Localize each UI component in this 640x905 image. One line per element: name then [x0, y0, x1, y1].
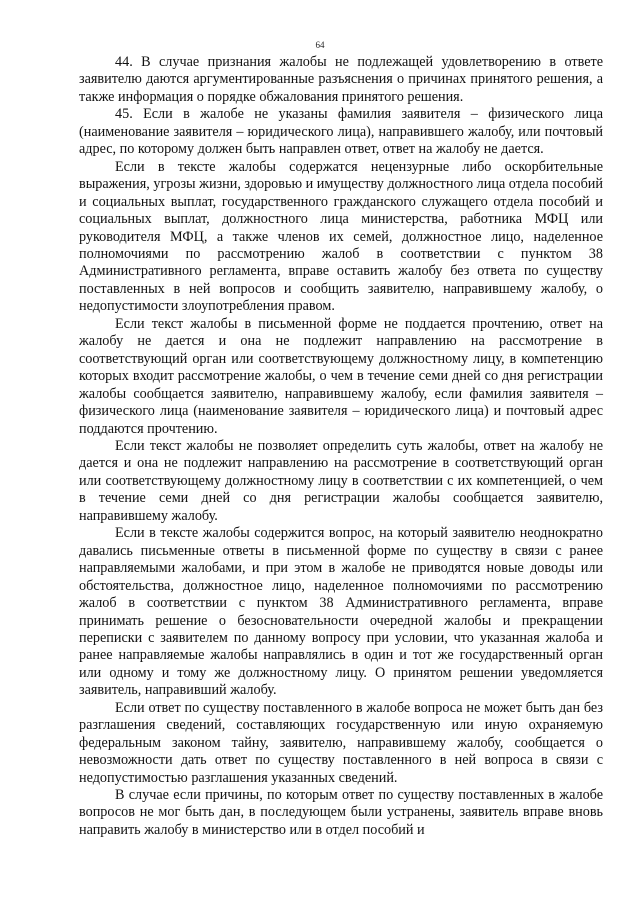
paragraph-45: 45. Если в жалобе не указаны фамилия заявителя – физического лица (наименование заявителя – юридического лица), направившего жалобу, или почтовый адрес, по которому должен быть направлен ответ, ответ на жалобу не дается.	[79, 106, 603, 158]
paragraph-unreadable-text: Если текст жалобы в письменной форме не поддается прочтению, ответ на жалобу не дается и она не подлежит направлению на рассмотрение в соответствующий орган или соответствующему должностному лицу, в компетенцию которых входит рассмотрение жалобы, о чем в течение семи дней со дня регистрации жалобы сообщается заявителю, направившему жалобу, если фамилия заявителя – физического лица (наименование заявителя – юридического лица) и почтовый адрес поддаются прочтению.	[79, 315, 603, 437]
paragraph-causes-removed: В случае если причины, по которым ответ по существу поставленных в жалобе вопросов не мог быть дан, в последующем были устранены, заявитель вправе вновь направить жалобу в министерство или в отдел пособий и	[79, 787, 603, 838]
paragraph-44: 44. В случае признания жалобы не подлежащей удовлетворению в ответе заявителю даются аргументированные разъяснения о причинах принятого решения, а также информация о порядке обжалования принятого решения.	[79, 54, 603, 105]
document-body	[79, 54, 603, 839]
paragraph-obscene-content: Если в тексте жалобы содержатся нецензурные либо оскорбительные выражения, угрозы жизни, здоровью и имуществу должностного лица отдела пособий и социальных выплат, государственного гражданского служащего отдела пособий и социальных выплат, должностного лица министерства, работника МФЦ или руководителя МФЦ, а также членов их семей, должностное лицо, наделенное полномочиями по рассмотрению жалоб в соответствии с пунктом 38 Административного регламента, вправе оставить жалобу без ответа по существу поставленных в ней вопросов и сообщить заявителю, направившему жалобу, о недопустимости злоупотребления правом.	[79, 158, 603, 315]
page-number: 64	[315, 40, 325, 50]
paragraph-repeated-question: Если в тексте жалобы содержится вопрос, на который заявителю неоднократно давались письменные ответы в письменной форме по существу в связи с ранее направляемыми жалобами, и при этом в жалобе не приводятся новые доводы или обстоятельства, должностное лицо, наделенное полномочиями по рассмотрению жалоб в соответствии с пунктом 38 Административного регламента, вправе принимать решение о безосновательности очередной жалобы и прекращении переписки с заявителем по данному вопросу при условии, что указанная жалоба и ранее направляемые жалобы направлялись в один и тот же государственный орган или одному и тому же должностному лицу. О принятом решении уведомляется заявитель, направивший жалобу.	[79, 525, 603, 699]
paragraph-undefined-essence: Если текст жалобы не позволяет определить суть жалобы, ответ на жалобу не дается и она не подлежит направлению на рассмотрение в соответствующий орган или соответствующему должностному лицу в соответствии с их компетенцией, о чем в течение семи дней со дня регистрации жалобы сообщается заявителю, направившему жалобу.	[79, 437, 603, 524]
paragraph-state-secret: Если ответ по существу поставленного в жалобе вопроса не может быть дан без разглашения сведений, составляющих государственную или иную охраняемую федеральным законом тайну, заявителю, направившему жалобу, сообщается о невозможности дать ответ по существу поставленного в ней вопроса в связи с недопустимостью разглашения указанных сведений.	[79, 699, 603, 786]
